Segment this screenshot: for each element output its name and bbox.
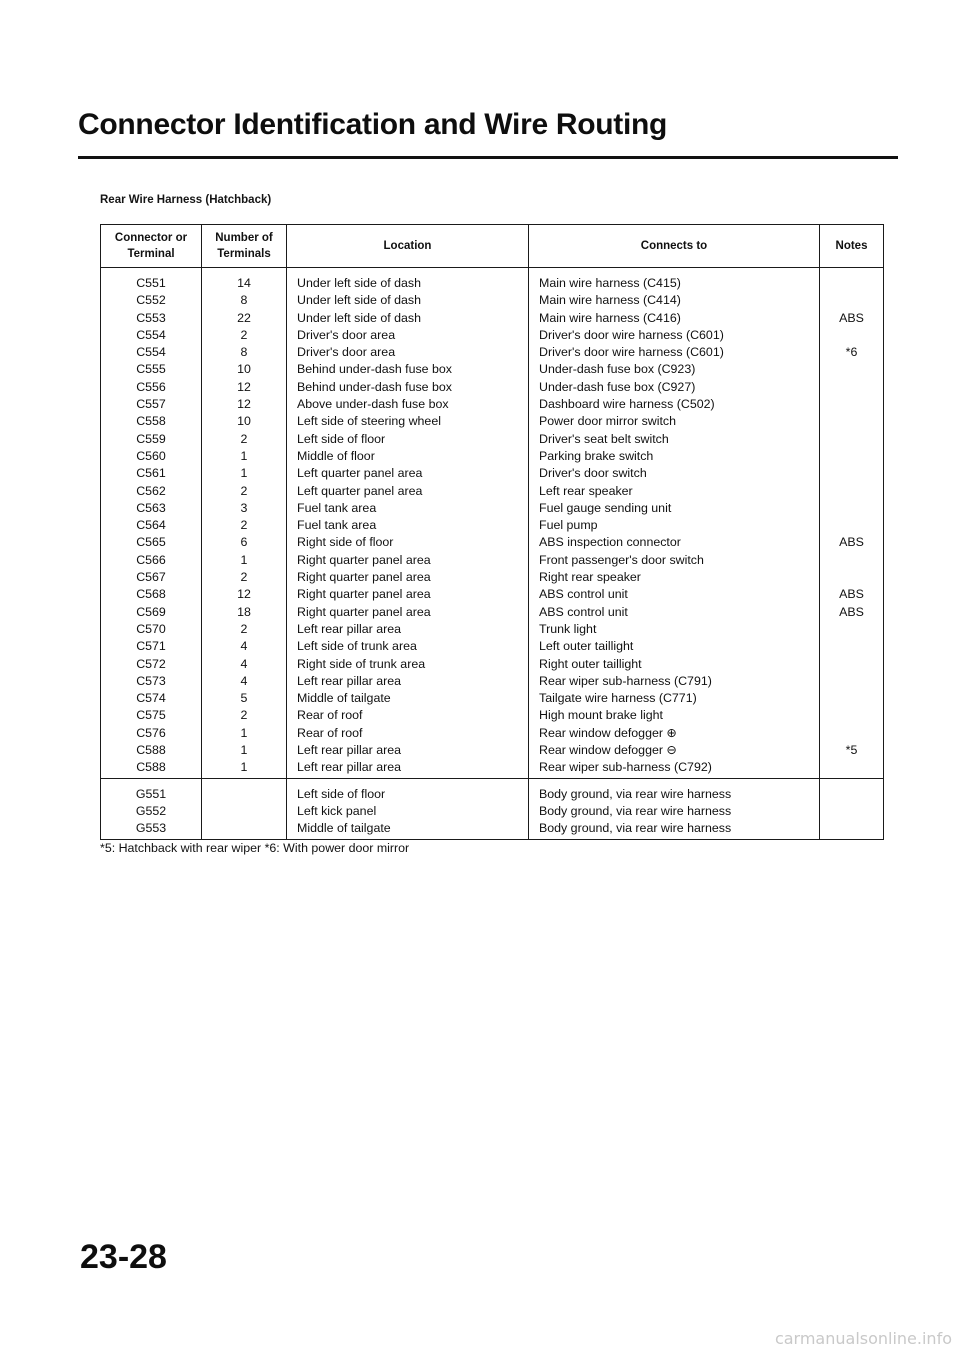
table-cell-connects: Main wire harness (C414): [539, 293, 681, 308]
ground-location-column: [287, 778, 529, 839]
table-cell-terminals: 1: [240, 552, 248, 567]
table-cell-connects: Driver's door switch: [539, 466, 647, 481]
table-cell-location: Left rear pillar area: [297, 760, 401, 775]
table-cell-notes: [820, 500, 883, 517]
table-cell-connects: Power door mirror switch: [539, 414, 677, 429]
table-cell-location: Right side of trunk area: [297, 656, 426, 671]
table-cell-connector: C570: [136, 621, 166, 636]
table-cell-connects: Right rear speaker: [539, 570, 641, 585]
table-cell-location: Right side of floor: [297, 535, 394, 550]
table-cell-connects: Fuel pump: [539, 518, 598, 533]
table-cell-notes: [820, 820, 883, 837]
table-cell-notes: [820, 656, 883, 673]
table-cell-notes: [820, 690, 883, 707]
ground-connector-column: [101, 778, 202, 839]
table-cell-connector: C574: [136, 691, 166, 706]
table-cell-connector: C571: [136, 639, 166, 654]
table-cell-location: Left rear pillar area: [297, 673, 401, 688]
table-cell-connector: C566: [136, 552, 166, 567]
table-cell-connects: Body ground, via rear wire harness: [539, 803, 732, 818]
table-cell-connects: Under-dash fuse box (C927): [539, 379, 696, 394]
table-cell-location: Left kick panel: [297, 803, 377, 818]
table-cell-location: Left rear pillar area: [297, 621, 401, 636]
table-cell-connector: C569: [136, 604, 166, 619]
table-cell-location: Left rear pillar area: [297, 743, 401, 758]
table-cell-notes: [820, 292, 883, 309]
table-cell-notes: [820, 483, 883, 500]
header-terminals-line1: Number of: [215, 232, 273, 244]
table-cell-terminals: 14: [237, 276, 251, 290]
table-cell-notes: ABS: [839, 310, 864, 325]
notes-column: [820, 268, 884, 779]
table-cell-location: Left side of floor: [297, 431, 386, 446]
table-cell-connector: C588: [136, 743, 166, 758]
table-cell-connects: ABS control unit: [539, 587, 628, 602]
table-cell-connector: C564: [136, 518, 166, 533]
table-cell-connects: ABS inspection connector: [539, 535, 681, 550]
table-cell-terminals: 4: [240, 639, 248, 654]
table-cell-terminals: [202, 803, 286, 820]
table-cell-location: Left quarter panel area: [297, 483, 423, 498]
table-cell-connector: C563: [136, 500, 166, 515]
table-cell-location: Right quarter panel area: [297, 552, 431, 567]
table-cell-notes: [820, 413, 883, 430]
table-cell-location: Above under-dash fuse box: [297, 397, 449, 412]
connector-column: [101, 268, 202, 779]
table-cell-terminals: 2: [240, 570, 248, 585]
section-subtitle: Rear Wire Harness (Hatchback): [100, 194, 272, 206]
watermark: carmanualsonline.info: [774, 1329, 952, 1348]
table-cell-connects: Main wire harness (C415): [539, 276, 681, 290]
connector-group-row: [101, 268, 884, 779]
table-cell-terminals: 5: [240, 691, 248, 706]
table-cell-connects: Parking brake switch: [539, 448, 654, 463]
table-header-row: [101, 225, 884, 268]
ground-terminals-column: [202, 778, 287, 839]
table-cell-notes: [820, 569, 883, 586]
connects-column: [529, 268, 820, 779]
table-cell-notes: [820, 759, 883, 776]
table-cell-connects: Left rear speaker: [539, 483, 633, 498]
table-cell-connects: Body ground, via rear wire harness: [539, 821, 732, 836]
table-cell-location: Driver's door area: [297, 345, 396, 360]
table-cell-connector: C576: [136, 725, 166, 740]
table-cell-connector: C588: [136, 760, 166, 775]
terminals-column: [202, 268, 287, 779]
table-cell-notes: [820, 431, 883, 448]
table-cell-connector: G553: [135, 821, 167, 836]
table-cell-connector: G551: [135, 786, 167, 801]
table-cell-connector: C572: [136, 656, 166, 671]
header-terminals-line2: Terminals: [217, 248, 271, 260]
table-cell-location: Rear of roof: [297, 708, 363, 723]
table-cell-location: Driver's door area: [297, 327, 396, 342]
table-cell-connects: Tailgate wire harness (C771): [539, 691, 697, 706]
table-cell-connector: G552: [135, 803, 167, 818]
table-cell-connects: Rear window defogger ⊖: [539, 743, 677, 758]
header-connector: [101, 225, 202, 268]
table-cell-notes: ABS: [839, 535, 864, 550]
header-location: Location: [287, 225, 529, 268]
table-cell-notes: *5: [845, 743, 858, 758]
table-cell-connector: C567: [136, 570, 166, 585]
table-cell-notes: [820, 448, 883, 465]
table-cell-terminals: 2: [240, 327, 248, 342]
page-title: Connector Identification and Wire Routing: [78, 108, 668, 141]
table-cell-connects: Front passenger's door switch: [539, 552, 704, 567]
connector-table: [100, 224, 884, 840]
table-cell-location: Rear of roof: [297, 725, 363, 740]
table-cell-terminals: 12: [237, 397, 251, 412]
table-cell-connects: Driver's seat belt switch: [539, 431, 669, 446]
table-cell-terminals: 2: [240, 431, 248, 446]
table-cell-location: Middle of tailgate: [297, 691, 391, 706]
table-cell-connects: Trunk light: [539, 621, 597, 636]
table-cell-location: Right quarter panel area: [297, 587, 431, 602]
table-cell-terminals: 8: [240, 293, 248, 308]
table-cell-connector: C561: [136, 466, 166, 481]
table-cell-location: Left quarter panel area: [297, 466, 423, 481]
table-cell-terminals: 22: [237, 310, 251, 325]
table-cell-terminals: 12: [237, 379, 251, 394]
table-cell-terminals: [202, 820, 286, 837]
table-cell-terminals: 10: [237, 414, 251, 429]
table-cell-connects: Under-dash fuse box (C923): [539, 362, 696, 377]
table-cell-notes: [820, 803, 883, 820]
table-cell-terminals: 4: [240, 673, 248, 688]
table-cell-terminals: 1: [240, 725, 248, 740]
header-notes: Notes: [820, 225, 884, 268]
table-cell-terminals: 1: [240, 760, 248, 775]
table-cell-connects: Driver's door wire harness (C601): [539, 327, 724, 342]
table-cell-terminals: 2: [240, 621, 248, 636]
ground-connects-column: [529, 778, 820, 839]
table-cell-terminals: 3: [240, 500, 248, 515]
table-cell-connects: Dashboard wire harness (C502): [539, 397, 715, 412]
table-cell-terminals: 2: [240, 518, 248, 533]
table-cell-terminals: 2: [240, 708, 248, 723]
table-cell-terminals: 18: [237, 604, 251, 619]
table-cell-notes: [820, 673, 883, 690]
table-cell-terminals: 1: [240, 448, 248, 463]
table-cell-notes: [820, 552, 883, 569]
table-cell-connector: C554: [136, 327, 166, 342]
table-cell-notes: [820, 638, 883, 655]
table-cell-connects: High mount brake light: [539, 708, 663, 723]
table-cell-connector: C562: [136, 483, 166, 498]
table-cell-connector: C573: [136, 673, 166, 688]
table-cell-notes: ABS: [839, 604, 864, 619]
table-cell-notes: [820, 465, 883, 482]
table-cell-location: Fuel tank area: [297, 518, 377, 533]
title-rule: [78, 156, 898, 159]
header-connector-line1: Connector or: [114, 232, 188, 244]
table-cell-location: Under left side of dash: [297, 276, 421, 290]
table-cell-notes: *6: [845, 345, 858, 360]
table-cell-connector: C565: [136, 535, 166, 550]
table-cell-connector: C554: [136, 345, 166, 360]
table-cell-location: Left side of trunk area: [297, 639, 417, 654]
table-cell-terminals: [202, 786, 286, 803]
table-cell-terminals: 6: [240, 535, 248, 550]
table-cell-terminals: 10: [237, 362, 251, 377]
table-cell-connector: C551: [136, 276, 166, 290]
table-cell-location: Behind under-dash fuse box: [297, 362, 452, 377]
table-cell-terminals: 4: [240, 656, 248, 671]
table-cell-terminals: 1: [240, 743, 248, 758]
table-cell-notes: ABS: [839, 587, 864, 602]
table-cell-connector: C557: [136, 397, 166, 412]
ground-notes-column: [820, 778, 884, 839]
table-cell-notes: [820, 725, 883, 742]
header-connects-to: Connects to: [529, 225, 820, 268]
table-cell-location: Left side of steering wheel: [297, 414, 441, 429]
table-cell-connects: Rear wiper sub-harness (C791): [539, 673, 712, 688]
table-cell-location: Left side of floor: [297, 786, 386, 801]
table-cell-connector: C560: [136, 448, 166, 463]
table-cell-location: Under left side of dash: [297, 293, 421, 308]
table-cell-location: Middle of tailgate: [297, 821, 391, 836]
table-cell-location: Behind under-dash fuse box: [297, 379, 452, 394]
footnote: *5: Hatchback with rear wiper *6: With power door mirror: [100, 841, 410, 855]
table-cell-connector: C559: [136, 431, 166, 446]
table-cell-notes: [820, 707, 883, 724]
table-cell-connector: C556: [136, 379, 166, 394]
table-cell-notes: [820, 327, 883, 344]
table-cell-connects: Left outer taillight: [539, 639, 634, 654]
table-cell-notes: [820, 621, 883, 638]
table-cell-terminals: 1: [240, 466, 248, 481]
table-cell-notes: [820, 361, 883, 378]
table-cell-notes: [820, 786, 883, 803]
table-cell-terminals: 2: [240, 483, 248, 498]
table-cell-connector: C558: [136, 414, 166, 429]
table-cell-connects: Main wire harness (C416): [539, 310, 681, 325]
table-cell-connector: C575: [136, 708, 166, 723]
table-cell-location: Right quarter panel area: [297, 570, 431, 585]
table-cell-connects: Driver's door wire harness (C601): [539, 345, 724, 360]
table-cell-connector: C552: [136, 293, 166, 308]
table-cell-location: Under left side of dash: [297, 310, 421, 325]
table-cell-connector: C568: [136, 587, 166, 602]
table-cell-location: Right quarter panel area: [297, 604, 431, 619]
page-number: 23-28: [80, 1238, 167, 1276]
table-cell-location: Middle of floor: [297, 448, 375, 463]
table-cell-terminals: 8: [240, 345, 248, 360]
table-cell-connects: Rear window defogger ⊕: [539, 725, 677, 740]
table-cell-location: Fuel tank area: [297, 500, 377, 515]
table-cell-connects: Rear wiper sub-harness (C792): [539, 760, 712, 775]
location-column: [287, 268, 529, 779]
table-cell-notes: [820, 517, 883, 534]
ground-group-row: [101, 778, 884, 839]
table-cell-terminals: 12: [237, 587, 251, 602]
table-cell-connects: Body ground, via rear wire harness: [539, 786, 732, 801]
header-terminals: [202, 225, 287, 268]
table-cell-connector: C555: [136, 362, 166, 377]
table-cell-notes: [820, 275, 883, 292]
table-cell-connects: ABS control unit: [539, 604, 628, 619]
header-connector-line2: Terminal: [127, 248, 175, 260]
table-cell-notes: [820, 396, 883, 413]
table-cell-connector: C553: [136, 310, 166, 325]
table-cell-connects: Right outer taillight: [539, 656, 642, 671]
table-cell-notes: [820, 379, 883, 396]
table-cell-connects: Fuel gauge sending unit: [539, 500, 672, 515]
